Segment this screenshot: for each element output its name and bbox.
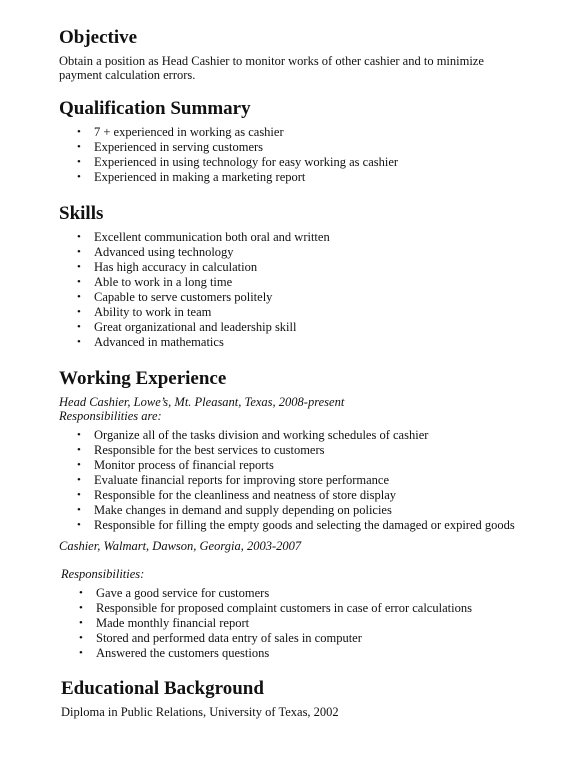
bullet-icon: • (77, 489, 81, 501)
list-item: • Responsible for the cleanliness and neatness of store display (77, 488, 397, 502)
bullet-icon: • (79, 632, 83, 644)
education-heading: Educational Background (61, 678, 264, 699)
list-item: • Great organizational and leadership skill (77, 320, 297, 334)
bullet-icon: • (77, 429, 81, 441)
list-item: • Advanced using technology (77, 245, 234, 259)
bullet-icon: • (77, 336, 81, 348)
list-item: • Evaluate financial reports for improving store performance (77, 473, 390, 487)
bullet-icon: • (79, 617, 83, 629)
list-item: • Able to work in a long time (77, 275, 233, 289)
list-item: • Has high accuracy in calculation (77, 260, 258, 274)
education-text: Diploma in Public Relations, University of Texas, 2002 (61, 705, 339, 719)
list-item: • Make changes in demand and supply depending on policies (77, 503, 392, 517)
job-title: Head Cashier, Lowe’s, Mt. Pleasant, Texas, 2008-present (59, 395, 345, 409)
job-title: Cashier, Walmart, Dawson, Georgia, 2003-2007 (59, 539, 302, 553)
list-item: • Experienced in using technology for easy working as cashier (77, 155, 399, 169)
bullet-icon: • (77, 261, 81, 273)
list-item: • Capable to serve customers politely (77, 290, 273, 304)
bullet-icon: • (77, 444, 81, 456)
bullet-icon: • (77, 171, 81, 183)
qualification-summary-heading: Qualification Summary (59, 98, 251, 119)
list-item: • Gave a good service for customers (79, 586, 270, 600)
bullet-icon: • (77, 231, 81, 243)
bullet-icon: • (77, 156, 81, 168)
list-item: • Responsible for filling the empty goods and selecting the damaged or expired goods (77, 518, 515, 532)
working-experience-heading: Working Experience (59, 368, 227, 389)
bullet-icon: • (77, 519, 81, 531)
skills-heading: Skills (59, 203, 104, 224)
bullet-icon: • (77, 276, 81, 288)
bullet-icon: • (77, 459, 81, 471)
list-item: • Experienced in serving customers (77, 140, 264, 154)
responsibilities-label: Responsibilities are: (59, 409, 162, 423)
qualification-summary-list (59, 125, 398, 185)
list-item: • Made monthly financial report (79, 616, 250, 630)
bullet-icon: • (77, 126, 81, 138)
bullet-icon: • (77, 474, 81, 486)
job-responsibilities-list (61, 586, 472, 661)
list-item: • Responsible for the best services to customers (77, 443, 325, 457)
bullet-icon: • (79, 587, 83, 599)
bullet-icon: • (77, 321, 81, 333)
list-item: • Monitor process of financial reports (77, 458, 274, 472)
job-responsibilities-list (59, 428, 515, 533)
bullet-icon: • (79, 602, 83, 614)
list-item: • Ability to work in team (77, 305, 212, 319)
bullet-icon: • (77, 504, 81, 516)
list-item: • Responsible for proposed complaint customers in case of error calculations (79, 601, 472, 615)
bullet-icon: • (77, 141, 81, 153)
objective-heading: Objective (59, 27, 138, 48)
list-item: • Stored and performed data entry of sales in computer (79, 631, 362, 645)
list-item: • Advanced in mathematics (77, 335, 224, 349)
responsibilities-label: Responsibilities: (61, 567, 145, 581)
skills-list (59, 230, 330, 350)
list-item: • Organize all of the tasks division and working schedules of cashier (77, 428, 429, 442)
bullet-icon: • (77, 246, 81, 258)
bullet-icon: • (79, 647, 83, 659)
objective-text: Obtain a position as Head Cashier to monitor works of other cashier and to minimize payment calculation errors. (59, 54, 484, 82)
bullet-icon: • (77, 291, 81, 303)
list-item: • Answered the customers questions (79, 646, 270, 660)
list-item: • Experienced in making a marketing report (77, 170, 306, 184)
bullet-icon: • (77, 306, 81, 318)
list-item: • Excellent communication both oral and written (77, 230, 330, 244)
list-item: • 7 + experienced in working as cashier (77, 125, 284, 139)
